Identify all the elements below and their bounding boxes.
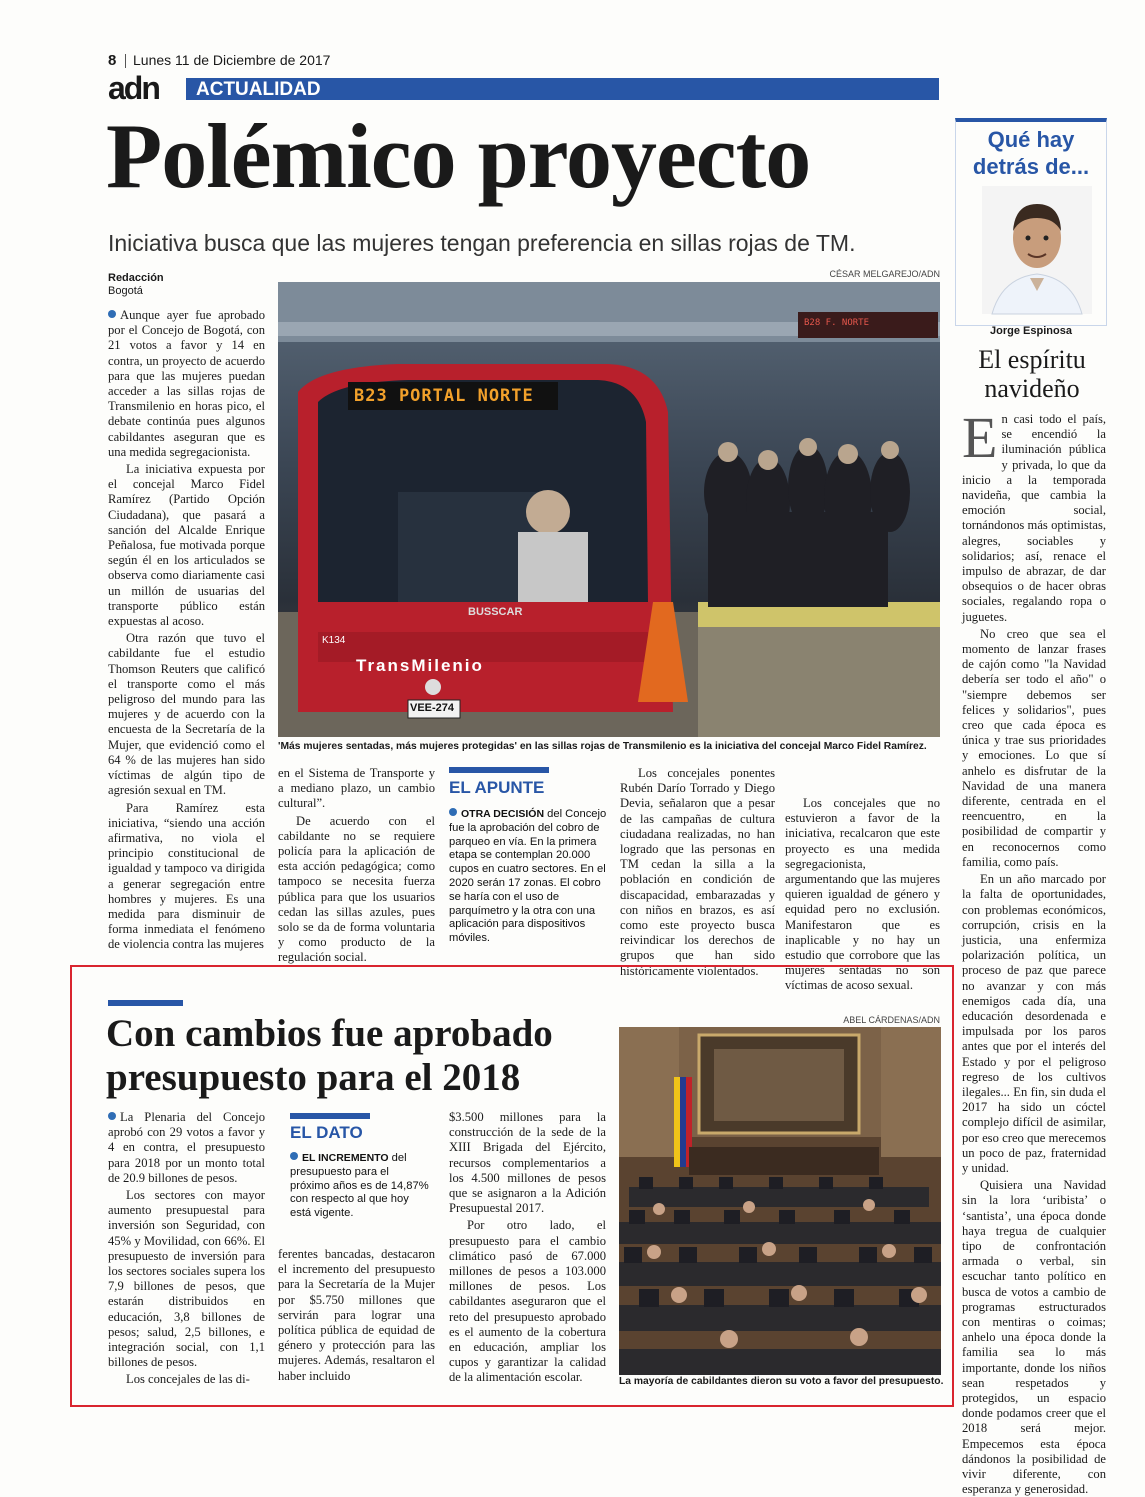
bus-route-sign: B23 PORTAL NORTE [354,386,534,406]
apunte-text: OTRA DECISIÓN del Concejo fue la aprobación del cobro de parqueo en vía. En la primera etapa se contemplan 20.000 cupos en cuatro sectores. En el 2020 serán 17 zonas. El cobro se haría con el uso de parquímetro y la otra con una aplicación para dispositivos móviles. [449,808,607,945]
byline-name: Redacción [108,272,164,284]
bus-maker: BUSSCAR [468,606,523,618]
page-number: 8 [108,52,117,69]
apunte-bar [449,767,549,773]
article2-headline: Con cambios fue aprobado presupuesto para el 2018 [106,1012,553,1099]
bullet-icon [108,310,116,318]
photo-credit: CÉSAR MELGAREJO/ADN [829,269,940,279]
bus-id: K134 [322,635,346,646]
column-author: Jorge Espinosa [990,325,1072,337]
concejo-photo [619,1027,941,1375]
station-sign: B28 F. NORTE [804,318,870,328]
byline-city: Bogotá [108,285,143,297]
article1-column-5: Los concejales que no estuvieron a favor de la iniciativa, recalcaron que este proyecto es una medida segregacionista, argumentando que las mujeres quieren igualdad de género y equidad pero no exclusión. Manifestaron que es inaplicable y no hay un estudio que corrobore que las mujeres sentadas no son víctimas de acoso sexual. [785,796,940,993]
article2-photo-caption: La mayoría de cabildantes dieron su voto a favor del presupuesto. [619,1376,944,1387]
article2-column-3: $3.500 millones para la construcción de la sede de la XIII Brigada del Ejército, recursos complementarios a los 4.500 millones de pesos que se asignaron a la Adición Presupuestal 2017. Por otro lado, el presupuesto para el cambio climático pasó de 67.000 millones de pesos a 103.000 millones de pesos. Los cabildantes aseguraron que el reto del presupuesto aprobado es el aumento de la cobertura en educación, ampliar los cupos y garantizar la calidad de la alimentación escolar. [449,1110,606,1385]
dato-bar [290,1113,370,1119]
main-subhead: Iniciativa busca que las mujeres tengan preferencia en sillas rojas de TM. [108,230,856,256]
article1-column-4: Los concejales ponentes Rubén Darío Torrado y Diego Devia, señalaron que a pesar de las campañas de cultura ciudadana realizadas, no han logrado que las personas en TM cedan la silla a la población en condición de discapacidad, embarazadas y con niños en brazos, es así como este proyecto busca reivindicar los derechos de grupos que han sido históricamente violentados. [620,766,775,978]
bus-plate: VEE-274 [410,702,455,714]
dato-text: EL INCREMENTO del presupuesto para el próximo años es de 14,87% con respecto al que hoy está vigente. [290,1152,429,1220]
section-label: ACTUALIDAD [196,79,321,100]
header-date: Lunes 11 de Diciembre de 2017 [133,52,331,68]
author-photo [982,186,1092,314]
bus-photo [278,282,940,737]
article2-column-2: ferentes bancadas, destacaron el incremento del presupuesto para la Secretaría de la Mujer por $5.750 millones que servirán para lograr una política pública de equidad de género y protección para las mujeres. Además, resaltaron el haber incluido [278,1247,435,1383]
article2-column-1: La Plenaria del Concejo aprobó con 29 votos a favor y 4 en contra, el presupuesto para 2018 por un monto total de 20.9 billones de pesos. Los sectores con mayor aumento presupuestal para inversión son Seguridad, con 45% y Movilidad, con 66%. El presupuesto de inversión para los sectores sociales supera los 7,9 billones de pesos, que estarán distribuidos en educación, 3,8 billones de pesos; salud, 2,5 billones, e integración social, con 1,1 billones de pesos. Los concejales de las di- [108,1110,265,1387]
column-body: En casi todo el país, se encendió la iluminación pública y privada, lo que da inicio a la temporada navideña, que cambia la emoción social, tornándonos más optimistas, alegres, sociables y solidarios; así, renace el impulso de abrazar, de dar obsequios o de hacer obras sociales, regalando ropa o juguetes. No creo que sea el momento de lanzar frases de cajón como "la Navidad debería ser todo el año" o "siempre debemos ser felices y solidarios", pues creo que cada época es única y trae sus prioridades y emociones. Lo que sí anhelo es disfrutar de la Navidad de una manera diferente, centrada en el reencuentro, en la posibilidad de compartir y en reconocernos como familia, como país. En un año marcado por la falta de oportunidades, con problemas económicos, corrupción, crisis en la justicia, una enfermiza polarización política, un proceso de paz que parece no avanzar y con más enemigos cada día, una educación desordenada e impulsada por los paros antes que por el interés del Estado y por el peligroso regreso de los cultivos ilegales... En fin, sin duda el 2017 ha sido un cóctel complejo difícil de asimilar, por eso creo que merecemos un poco de paz, fraternidad y unidad. Quisiera una Navidad sin la lora ‘uribista’ o ‘santista’, una época donde haya tregua de cualquier tipo de confrontación armada o verbal, sin escuchar tanto político en busca de votos a cambio de programas estructurados con mentiras o coimas; anhelo una época donde la familia sea lo más importante, donde los niños sean respetados y protegidos, un espacio donde podamos creer que el 2018 será mejor. Empecemos esta época dándonos la posibilidad de vivir diferente, con esperanza y generosidad. [962,405,1106,1497]
dato-title: EL DATO [290,1123,363,1142]
article2-accent-bar [108,1000,183,1006]
bus-brand: TransMilenio [356,656,484,675]
article2-photo-credit: ABEL CÁRDENAS/ADN [843,1015,940,1025]
main-headline: Polémico proyecto [106,105,811,207]
article1-column-1: Aunque ayer fue aprobado por el Concejo de Bogotá, con 21 votos a favor y 14 en contra, un proyecto de acuerdo para que las mujeres puedan acceder a las sillas rojas de Transmilenio en horas pico, el debate continúa pues algunos cabildantes aseguran que es una medida segregacionista. La iniciativa expuesta por el concejal Marco Fidel Ramírez (Partido Opción Ciudadana), que pasará a sanción del Alcalde Enrique Peñalosa, fue motivada porque según él en los articulados se observa como diariamente casi un millón de usuarias del transporte público están expuestas al acoso. Otra razón que tuvo el cabildante fue el estudio Thomson Reuters que calificó el transporte como el más peligroso del mundo para las mujeres y de acuerdo con la encuesta de la Secretaría de la Mujer, que evidenció como el 64 % de las mujeres han sido víctimas de algún tipo de agresión sexual en TM. Para Ramírez esta iniciativa, “siendo una acción afirmativa, no viola el principio constitucional de igualdad y tampoco va dirigida a generar segregación entre hombres y mujeres. Es una medida para disminuir de forma inmediata el fenómeno de violencia contra las mujeres [108,308,265,952]
column-title: El espíritu navideño [978,345,1086,403]
photo-caption: 'Más mujeres sentadas, más mujeres protegidas' en las sillas rojas de Transmilenio es la iniciativa del concejal Marco Fidel Ramírez. [278,741,927,752]
column-kicker: Qué hay detrás de... [972,127,1090,179]
header-divider [125,54,126,68]
bullet-icon [290,1152,298,1160]
brand-logo: adn [108,70,159,106]
article1-column-2: en el Sistema de Transporte y a mediano plazo, un cambio cultural”. De acuerdo con el cabildante no se requiere policía para la aplicación de esta acción pedagógica; como tampoco se necesita fuerza pública para que los usuarios cedan las sillas azules, pues solo se da de forma voluntaria y como producto de la regulación social. [278,766,435,965]
apunte-title: EL APUNTE [449,778,545,797]
drop-cap: E [962,405,998,470]
bullet-icon [449,808,457,816]
bullet-icon [108,1112,116,1120]
